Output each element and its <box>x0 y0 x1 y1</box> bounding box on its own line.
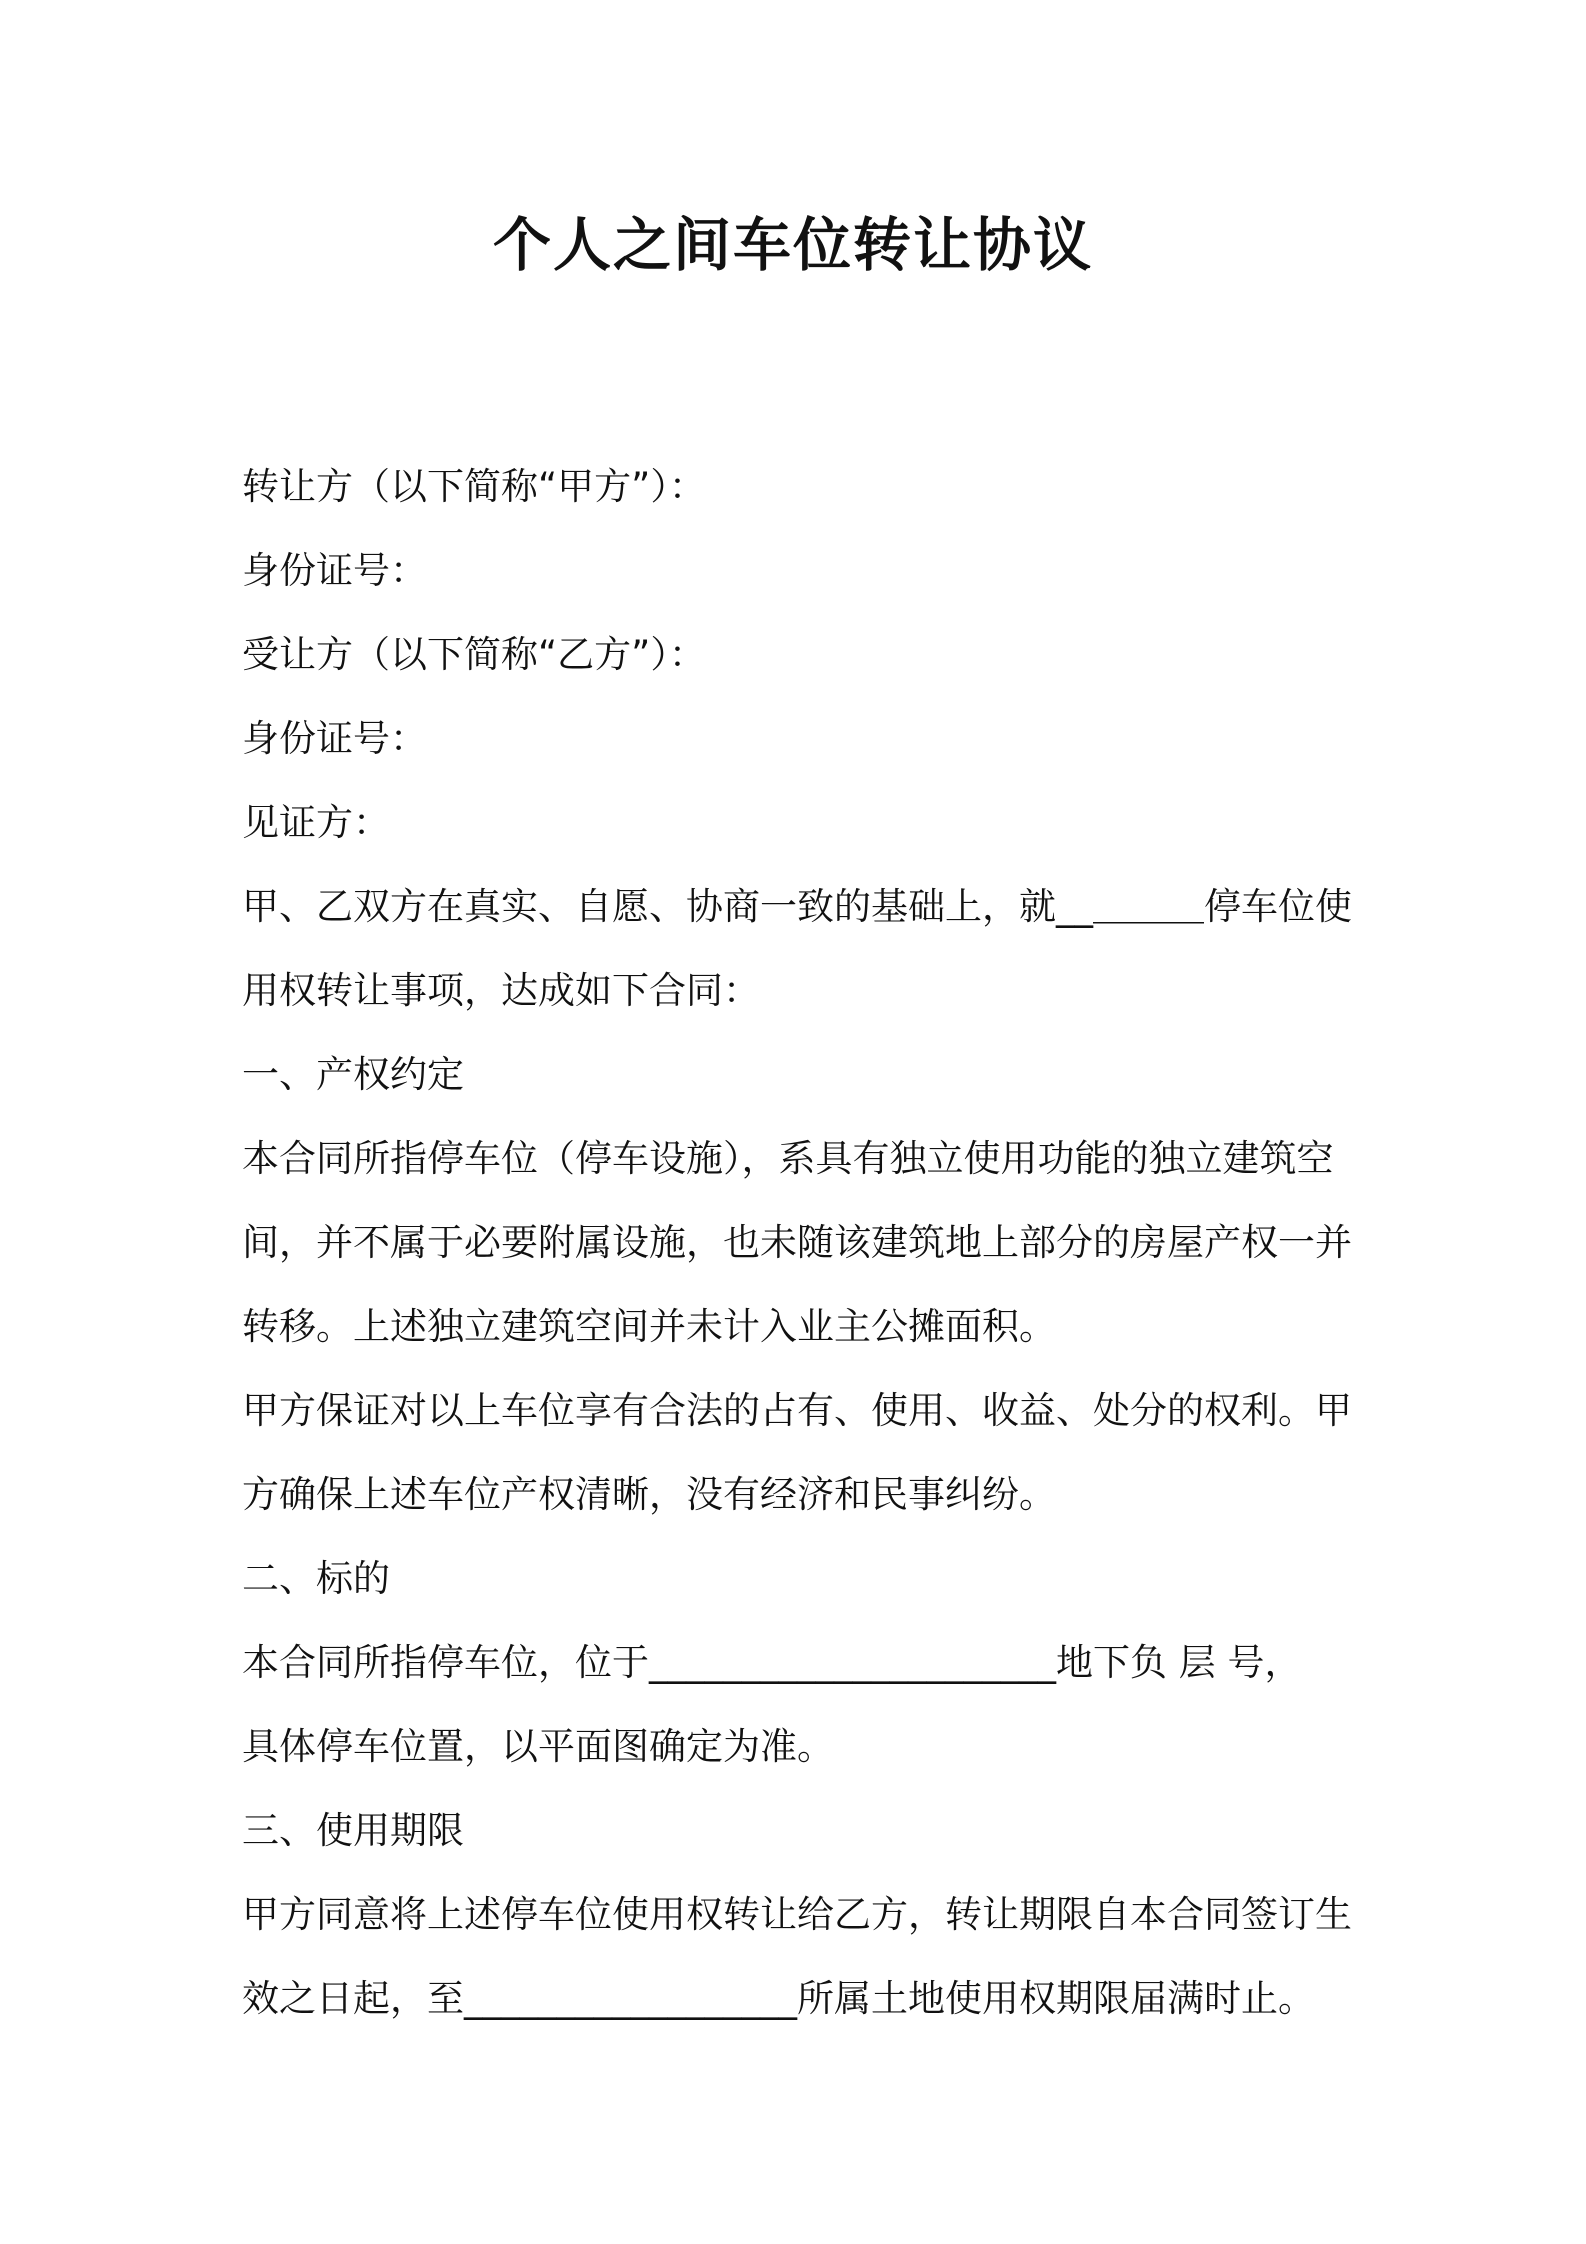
section-heading-subject: 二、标的 <box>242 1557 390 1600</box>
paragraph-subject-line-2: 具体停车位置，以平面图确定为准。 <box>242 1725 834 1768</box>
paragraph-intro-line-1: 甲、乙双方在真实、自愿、协商一致的基础上，就__＿＿＿停车位使 <box>242 885 1352 928</box>
paragraph-term-line-2: 效之日起，至__________________所属土地使用权期限届满时止。 <box>242 1977 1315 2020</box>
line-transferee-id: 身份证号： <box>242 717 427 760</box>
paragraph-guarantee-line-1: 甲方保证对以上车位享有合法的占有、使用、收益、处分的权利。甲 <box>242 1389 1352 1432</box>
section-heading-term: 三、使用期限 <box>242 1809 464 1852</box>
line-transferor-id: 身份证号： <box>242 549 427 592</box>
paragraph-term-line-1: 甲方同意将上述停车位使用权转让给乙方，转让期限自本合同签订生 <box>242 1893 1352 1936</box>
paragraph-ownership-line-1: 本合同所指停车位（停车设施），系具有独立使用功能的独立建筑空 <box>242 1137 1334 1180</box>
line-transferor: 转让方（以下简称“甲方”）： <box>242 465 706 508</box>
section-heading-ownership: 一、产权约定 <box>242 1053 464 1096</box>
paragraph-subject-line-1: 本合同所指停车位，位于______________________地下负 层 号， <box>242 1641 1302 1684</box>
paragraph-intro-line-2: 用权转让事项，达成如下合同： <box>242 969 760 1012</box>
line-witness: 见证方： <box>242 801 390 844</box>
paragraph-ownership-line-3: 转移。上述独立建筑空间并未计入业主公摊面积。 <box>242 1305 1056 1348</box>
document-body <box>242 445 1362 2041</box>
document-title: 个人之间车位转让协议 <box>492 211 1093 279</box>
paragraph-ownership-line-2: 间，并不属于必要附属设施，也未随该建筑地上部分的房屋产权一并 <box>242 1221 1352 1264</box>
paragraph-guarantee-line-2: 方确保上述车位产权清晰，没有经济和民事纠纷。 <box>242 1473 1056 1516</box>
line-transferee: 受让方（以下简称“乙方”）： <box>242 633 706 676</box>
